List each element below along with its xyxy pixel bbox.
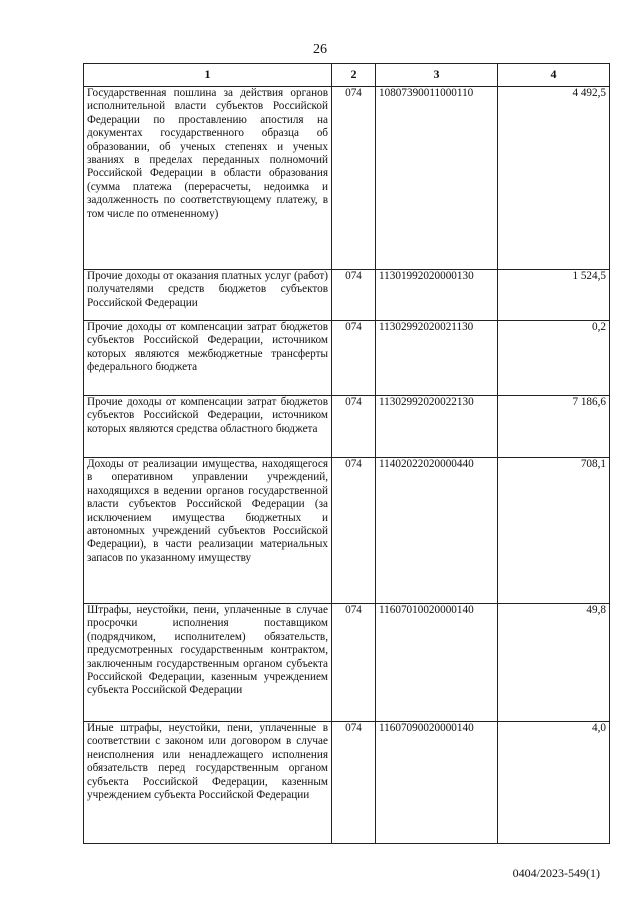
column-header-kbk: 3 bbox=[376, 64, 498, 87]
table-row bbox=[84, 604, 610, 722]
row-admin-code: 074 bbox=[332, 604, 376, 722]
row-amount: 708,1 bbox=[498, 458, 610, 604]
row-amount: 49,8 bbox=[498, 604, 610, 722]
table-row bbox=[84, 321, 610, 396]
row-kbk: 11302992020022130 bbox=[376, 396, 498, 458]
table-row bbox=[84, 396, 610, 458]
row-kbk: 11302992020021130 bbox=[376, 321, 498, 396]
table-header-row bbox=[84, 64, 610, 87]
row-admin-code: 074 bbox=[332, 87, 376, 270]
row-amount: 1 524,5 bbox=[498, 270, 610, 321]
row-amount: 4,0 bbox=[498, 722, 610, 844]
table-row bbox=[84, 722, 610, 844]
row-description: Штрафы, неустойки, пени, уплаченные в случае просрочки исполнения поставщиком (подрядчиком, исполнителем) обязательств, предусмотренных государственным контрактом, заключенным государственным органом субъекта Российской Федерации, казенным учреждением субъекта Российской Федерации bbox=[84, 604, 332, 722]
row-description: Прочие доходы от оказания платных услуг (работ) получателями средств бюджетов субъектов Российской Федерации bbox=[84, 270, 332, 321]
row-admin-code: 074 bbox=[332, 270, 376, 321]
row-description: Государственная пошлина за действия органов исполнительной власти субъектов Российской Федерации по проставлению апостиля на документах государственного образца об образовании, об ученых степенях и ученых званиях в пределах переданных полномочий Российской Федерации в области образования (сумма платежа (перерасчеты, недоимка и задолженность по соответствующему платежу, в том числе по отмененному) bbox=[84, 87, 332, 270]
row-kbk: 11607010020000140 bbox=[376, 604, 498, 722]
document-id: 0404/2023-549(1) bbox=[512, 866, 600, 880]
column-header-description: 1 bbox=[84, 64, 332, 87]
row-description: Доходы от реализации имущества, находящегося в оперативном управлении учреждений, находящихся в ведении органов государственной власти субъектов Российской Федерации (за исключением имущества бюджетных и автономных учреждений субъектов Российской Федерации), в части реализации материальных запасов по указанному имуществу bbox=[84, 458, 332, 604]
table-row bbox=[84, 87, 610, 270]
row-admin-code: 074 bbox=[332, 396, 376, 458]
row-kbk: 11607090020000140 bbox=[376, 722, 498, 844]
row-admin-code: 074 bbox=[332, 458, 376, 604]
row-kbk: 10807390011000110 bbox=[376, 87, 498, 270]
row-description: Прочие доходы от компенсации затрат бюджетов субъектов Российской Федерации, источником которых являются межбюджетные трансферты федерального бюджета bbox=[84, 321, 332, 396]
row-description: Прочие доходы от компенсации затрат бюджетов субъектов Российской Федерации, источником которых являются средства областного бюджета bbox=[84, 396, 332, 458]
page-number: 26 bbox=[313, 42, 327, 57]
row-admin-code: 074 bbox=[332, 722, 376, 844]
row-amount: 4 492,5 bbox=[498, 87, 610, 270]
table-row bbox=[84, 458, 610, 604]
column-header-admin-code: 2 bbox=[332, 64, 376, 87]
table-row bbox=[84, 270, 610, 321]
row-description: Иные штрафы, неустойки, пени, уплаченные в соответствии с законом или договором в случае неисполнения или ненадлежащего исполнения обязательств перед государственным органом субъекта Российской Федерации, казенным учреждением субъекта Российской Федерации bbox=[84, 722, 332, 844]
row-amount: 0,2 bbox=[498, 321, 610, 396]
revenue-table bbox=[83, 63, 610, 844]
row-kbk: 11301992020000130 bbox=[376, 270, 498, 321]
row-kbk: 11402022020000440 bbox=[376, 458, 498, 604]
column-header-amount: 4 bbox=[498, 64, 610, 87]
row-amount: 7 186,6 bbox=[498, 396, 610, 458]
row-admin-code: 074 bbox=[332, 321, 376, 396]
